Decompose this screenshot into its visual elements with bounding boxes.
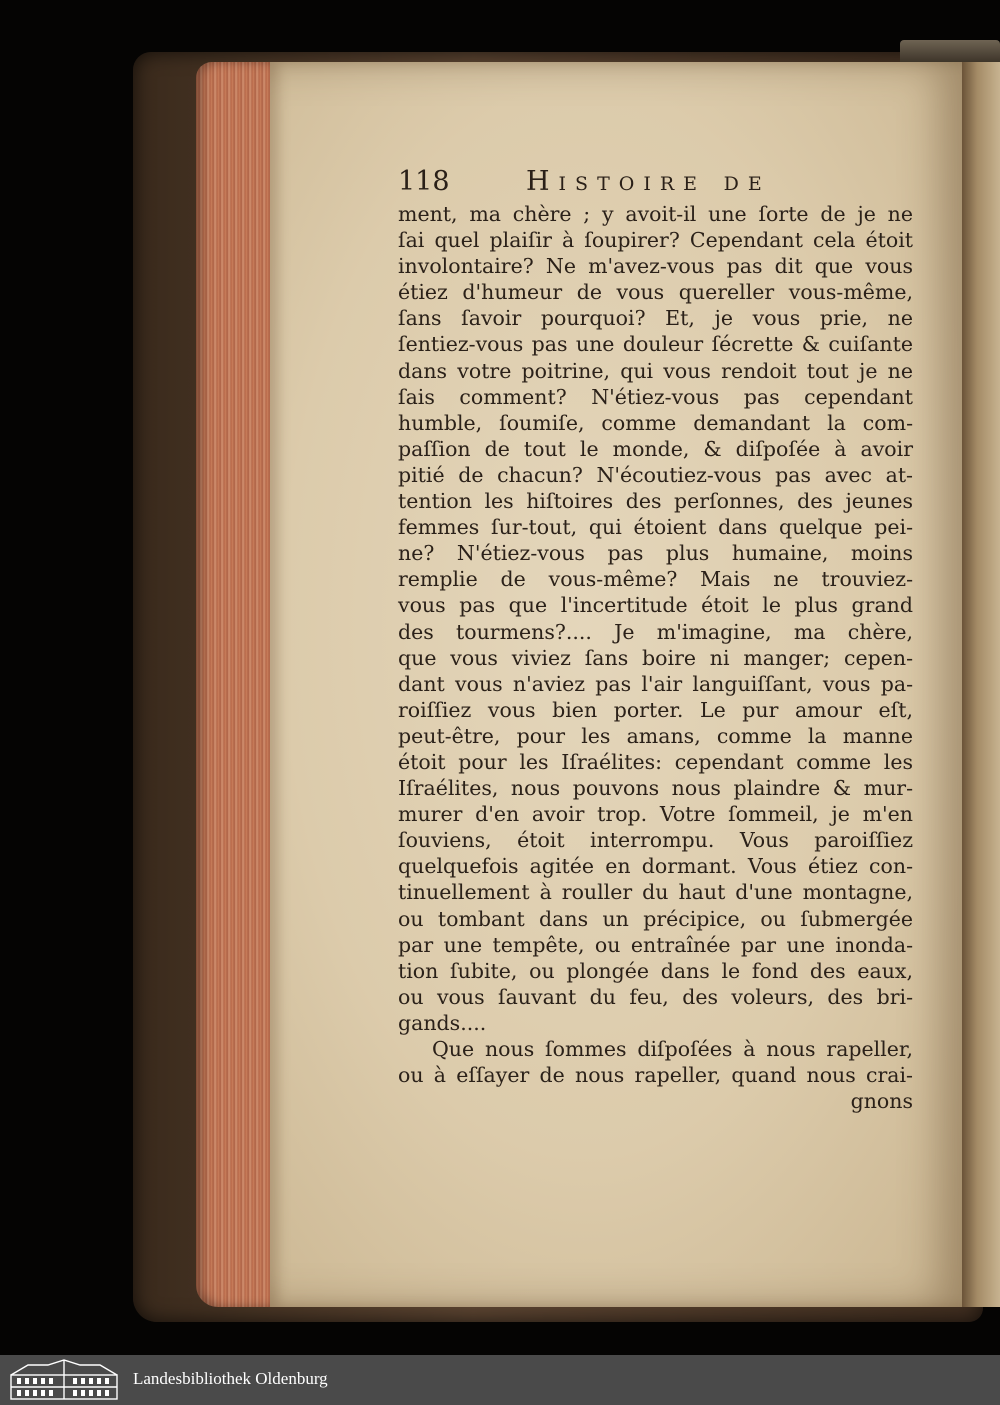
- text-line: gands....: [398, 1010, 487, 1035]
- library-building-logo-icon: [8, 1359, 120, 1401]
- text-line: vous pas que l'incertitude étoit le plus grand: [398, 593, 913, 618]
- text-line: humble, ſoumiſe, comme demandant la com-: [398, 410, 913, 435]
- text-line: ſentiez-vous pas une douleur ſécrette & cuiſante: [398, 332, 913, 357]
- text-line: roiſſiez vous bien porter. Le pur amour eſt,: [398, 697, 913, 722]
- text-line: tion ſubite, ou plongée dans le fond des eaux,: [398, 958, 913, 983]
- page-header: [398, 166, 868, 200]
- footer-library-name: Landesbibliothek Oldenburg: [133, 1369, 328, 1388]
- footer-bar: [0, 1355, 1000, 1405]
- text-line: ment, ma chère ; y avoit-il une ſorte de je ne: [398, 202, 913, 226]
- text-line: étoit pour les Iſraélites: cependant comme les: [398, 749, 913, 774]
- text-line: dant vous n'aviez pas l'air languiſſant, vous pa-: [398, 671, 913, 696]
- text-line: des tourmens?.... Je m'imagine, ma chère,: [398, 619, 913, 644]
- text-line: ſans ſavoir pourquoi? Et, je vous prie, ne: [398, 306, 913, 331]
- running-head: Histoire de: [526, 166, 771, 197]
- text-line: dans votre poitrine, qui vous rendoit tout je ne: [398, 358, 913, 383]
- text-line: ſais comment? N'étiez-vous pas cependant: [398, 384, 913, 409]
- text-line: Que nous ſommes diſpoſées à nous rapeller,: [432, 1037, 913, 1061]
- page-body-text: [398, 201, 913, 1114]
- text-line: ou tombant dans un précipice, ou ſubmergée: [398, 906, 913, 931]
- text-line: paſſion de tout le monde, & diſpoſée à avoir: [398, 436, 913, 461]
- text-line: remplie de vous-même? Mais ne trouviez-: [398, 567, 913, 592]
- facing-page-edge: [962, 62, 1000, 1307]
- text-line: involontaire? Ne m'avez-vous pas dit que vous: [398, 254, 913, 279]
- text-line: ou vous ſauvant du feu, des voleurs, des bri-: [398, 984, 913, 1009]
- text-line: ſouviens, étoit interrompu. Vous paroiſſiez: [398, 828, 913, 853]
- text-line: quelquefois agitée en dormant. Vous étiez con-: [398, 854, 913, 879]
- text-line: murer d'en avoir trop. Votre ſommeil, je m'en: [398, 802, 913, 827]
- text-line: que vous viviez ſans boire ni manger; cepen-: [398, 645, 913, 670]
- text-line: ſai quel plaiſir à ſoupirer? Cependant cela étoit: [398, 228, 913, 253]
- text-line: ou à eſſayer de nous rapeller, quand nous crai-: [398, 1063, 913, 1088]
- page-number: 118: [398, 166, 450, 197]
- text-line: tention les hiſtoires des perſonnes, des jeunes: [398, 489, 913, 514]
- text-line: par une tempête, ou entraînée par une inonda-: [398, 932, 913, 957]
- text-line: femmes ſur-tout, qui étoient dans quelque pei-: [398, 515, 913, 540]
- text-line: gnons: [850, 1089, 913, 1114]
- text-line: peut-être, pour les amans, comme la manne: [398, 723, 913, 748]
- text-line: pitié de chacun? N'écoutiez-vous pas avec at-: [398, 462, 913, 487]
- text-line: Iſraélites, nous pouvons nous plaindre & mur-: [398, 776, 913, 801]
- text-line: tinuellement à rouller du haut d'une montagne,: [398, 880, 913, 905]
- text-line: étiez d'humeur de vous quereller vous-même,: [398, 280, 913, 305]
- text-line: ne? N'étiez-vous pas plus humaine, moins: [398, 541, 913, 566]
